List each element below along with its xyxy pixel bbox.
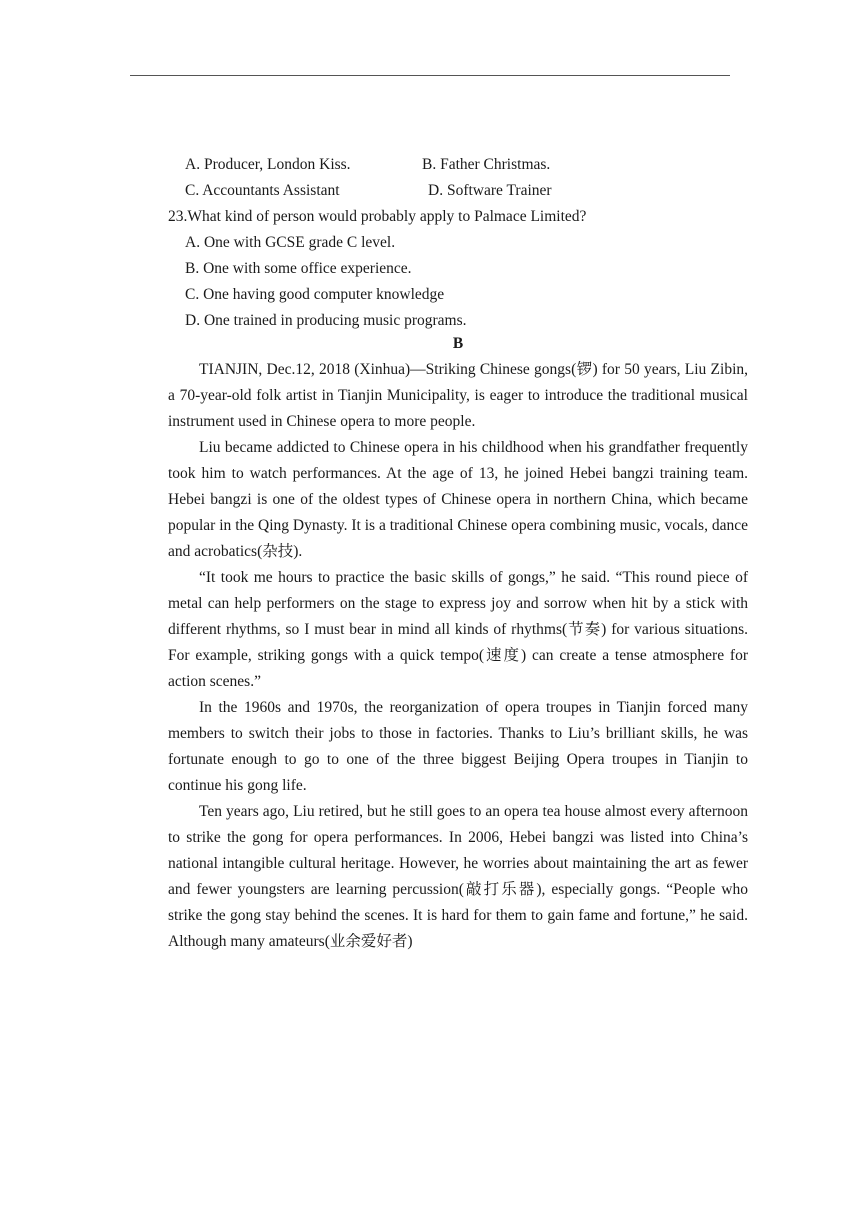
q23-option-c: C. One having good computer knowledge — [185, 286, 445, 303]
passage-paragraph-1: TIANJIN, Dec.12, 2018 (Xinhua)—Striking Chinese gongs(锣) for 50 years, Liu Zibin, a 70-year-old folk artist in Tianjin Municipality, is eager to introduce the traditional musical instrument used in Chinese opera to more people. — [168, 361, 748, 430]
q23-option-a: A. One with GCSE grade C level. — [185, 234, 396, 251]
header-rule — [130, 75, 730, 76]
q22-options-row-2 — [168, 178, 768, 204]
passage-paragraph-5: Ten years ago, Liu retired, but he still goes to an opera tea house almost every afternoon to strike the gong for opera performances. In 2006, Hebei bangzi was listed into China’s national intangible cultural heritage. However, he worries about maintaining the art as fewer and fewer youngsters are learning percussion(敲打乐器), especially gongs. “People who strike the gong stay behind the scenes. It is hard for them to gain fame and fortune,” he said. Although many amateurs(业余爱好者) — [168, 803, 748, 950]
q22-option-d: D. Software Trainer — [428, 182, 552, 199]
q23-option-d: D. One trained in producing music programs. — [185, 312, 467, 329]
reading-passage — [168, 357, 748, 955]
question-block — [168, 152, 768, 334]
section-title: B — [452, 335, 464, 352]
q22-option-c: C. Accountants Assistant — [185, 182, 340, 199]
q22-options-row-1 — [168, 152, 768, 178]
q23-option-b: B. One with some office experience. — [185, 260, 412, 277]
q23-stem: 23.What kind of person would probably apply to Palmace Limited? — [168, 208, 587, 225]
q22-option-b: B. Father Christmas. — [422, 156, 551, 173]
passage-paragraph-3: “It took me hours to practice the basic skills of gongs,” he said. “This round piece of metal can help performers on the stage to express joy and sorrow when hit by a stick with different rhythms, so I must bear in mind all kinds of rhythms(节奏) for various situations. For example, striking gongs with a quick tempo(速度) can create a tense atmosphere for action scenes.” — [168, 569, 748, 690]
q22-option-a: A. Producer, London Kiss. — [185, 156, 351, 173]
passage-paragraph-4: In the 1960s and 1970s, the reorganization of opera troupes in Tianjin forced many members to switch their jobs to those in factories. Thanks to Liu’s brilliant skills, he was fortunate enough to go to one of the three biggest Beijing Opera troupes in Tianjin to continue his gong life. — [168, 699, 748, 794]
passage-paragraph-2: Liu became addicted to Chinese opera in his childhood when his grandfather frequently took him to watch performances. At the age of 13, he joined Hebei bangzi training team. Hebei bangzi is one of the oldest types of Chinese opera in northern China, which became popular in the Qing Dynasty. It is a traditional Chinese opera combining music, vocals, dance and acrobatics(杂技). — [168, 439, 748, 560]
